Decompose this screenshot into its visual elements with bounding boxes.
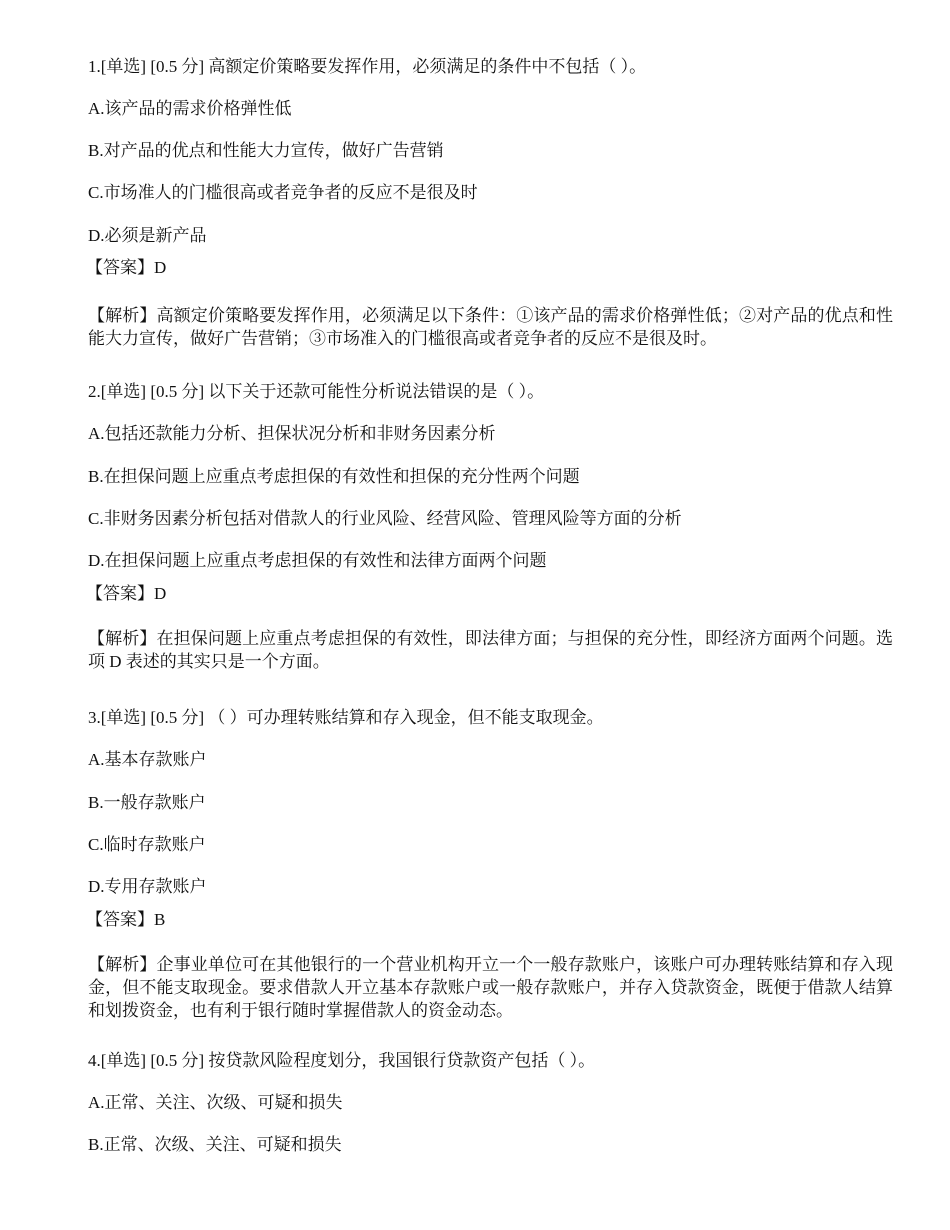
question-3-option-a: A.基本存款账户 <box>88 750 207 769</box>
question-3-option-b: B.一般存款账户 <box>88 793 206 812</box>
question-1-option-d: D.必须是新产品 <box>88 226 207 245</box>
question-4-option-a: A.正常、关注、次级、可疑和损失 <box>88 1093 343 1112</box>
question-1-answer: 【答案】D <box>86 258 167 277</box>
question-2-option-a: A.包括还款能力分析、担保状况分析和非财务因素分析 <box>88 424 496 443</box>
question-3-option-c: C.临时存款账户 <box>88 835 206 854</box>
question-1-option-a: A.该产品的需求价格弹性低 <box>88 99 292 118</box>
question-4-stem: 4.[单选] [0.5 分] 按贷款风险程度划分，我国银行贷款资产包括（ ）。 <box>88 1051 596 1070</box>
question-2-explanation: 【解析】在担保问题上应重点考虑担保的有效性，即法律方面；与担保的充分性，即经济方面两个问题。选项 D 表述的其实只是一个方面。 <box>88 629 893 671</box>
question-2-option-b: B.在担保问题上应重点考虑担保的有效性和担保的充分性两个问题 <box>88 467 580 486</box>
question-4-option-b: B.正常、次级、关注、可疑和损失 <box>88 1135 342 1154</box>
question-2-stem: 2.[单选] [0.5 分] 以下关于还款可能性分析说法错误的是（ ）。 <box>88 382 545 401</box>
question-3-stem: 3.[单选] [0.5 分] （ ）可办理转账结算和存入现金，但不能支取现金。 <box>88 708 604 727</box>
question-1-option-b: B.对产品的优点和性能大力宣传，做好广告营销 <box>88 141 444 160</box>
question-1-stem: 1.[单选] [0.5 分] 高额定价策略要发挥作用，必须满足的条件中不包括（ ）。 <box>88 57 647 76</box>
question-3-answer: 【答案】B <box>86 910 166 929</box>
question-2-option-c: C.非财务因素分析包括对借款人的行业风险、经营风险、管理风险等方面的分析 <box>88 509 682 528</box>
question-3-option-d: D.专用存款账户 <box>88 877 207 896</box>
question-1-option-c: C.市场准人的门槛很高或者竞争者的反应不是很及时 <box>88 183 478 202</box>
question-3-explanation: 【解析】企事业单位可在其他银行的一个营业机构开立一个一般存款账户，该账户可办理转账结算和存入现金，但不能支取现金。要求借款人开立基本存款账户或一般存款账户，并存入贷款资金，既便于借款人结算和划拨资金，也有利于银行随时掌握借款人的资金动态。 <box>88 955 893 1020</box>
question-2-option-d: D.在担保问题上应重点考虑担保的有效性和法律方面两个问题 <box>88 551 547 570</box>
question-2-answer: 【答案】D <box>86 584 167 603</box>
question-1-explanation: 【解析】高额定价策略要发挥作用，必须满足以下条件：①该产品的需求价格弹性低；②对产品的优点和性能大力宣传，做好广告营销；③市场准入的门槛很高或者竞争者的反应不是很及时。 <box>88 306 893 348</box>
